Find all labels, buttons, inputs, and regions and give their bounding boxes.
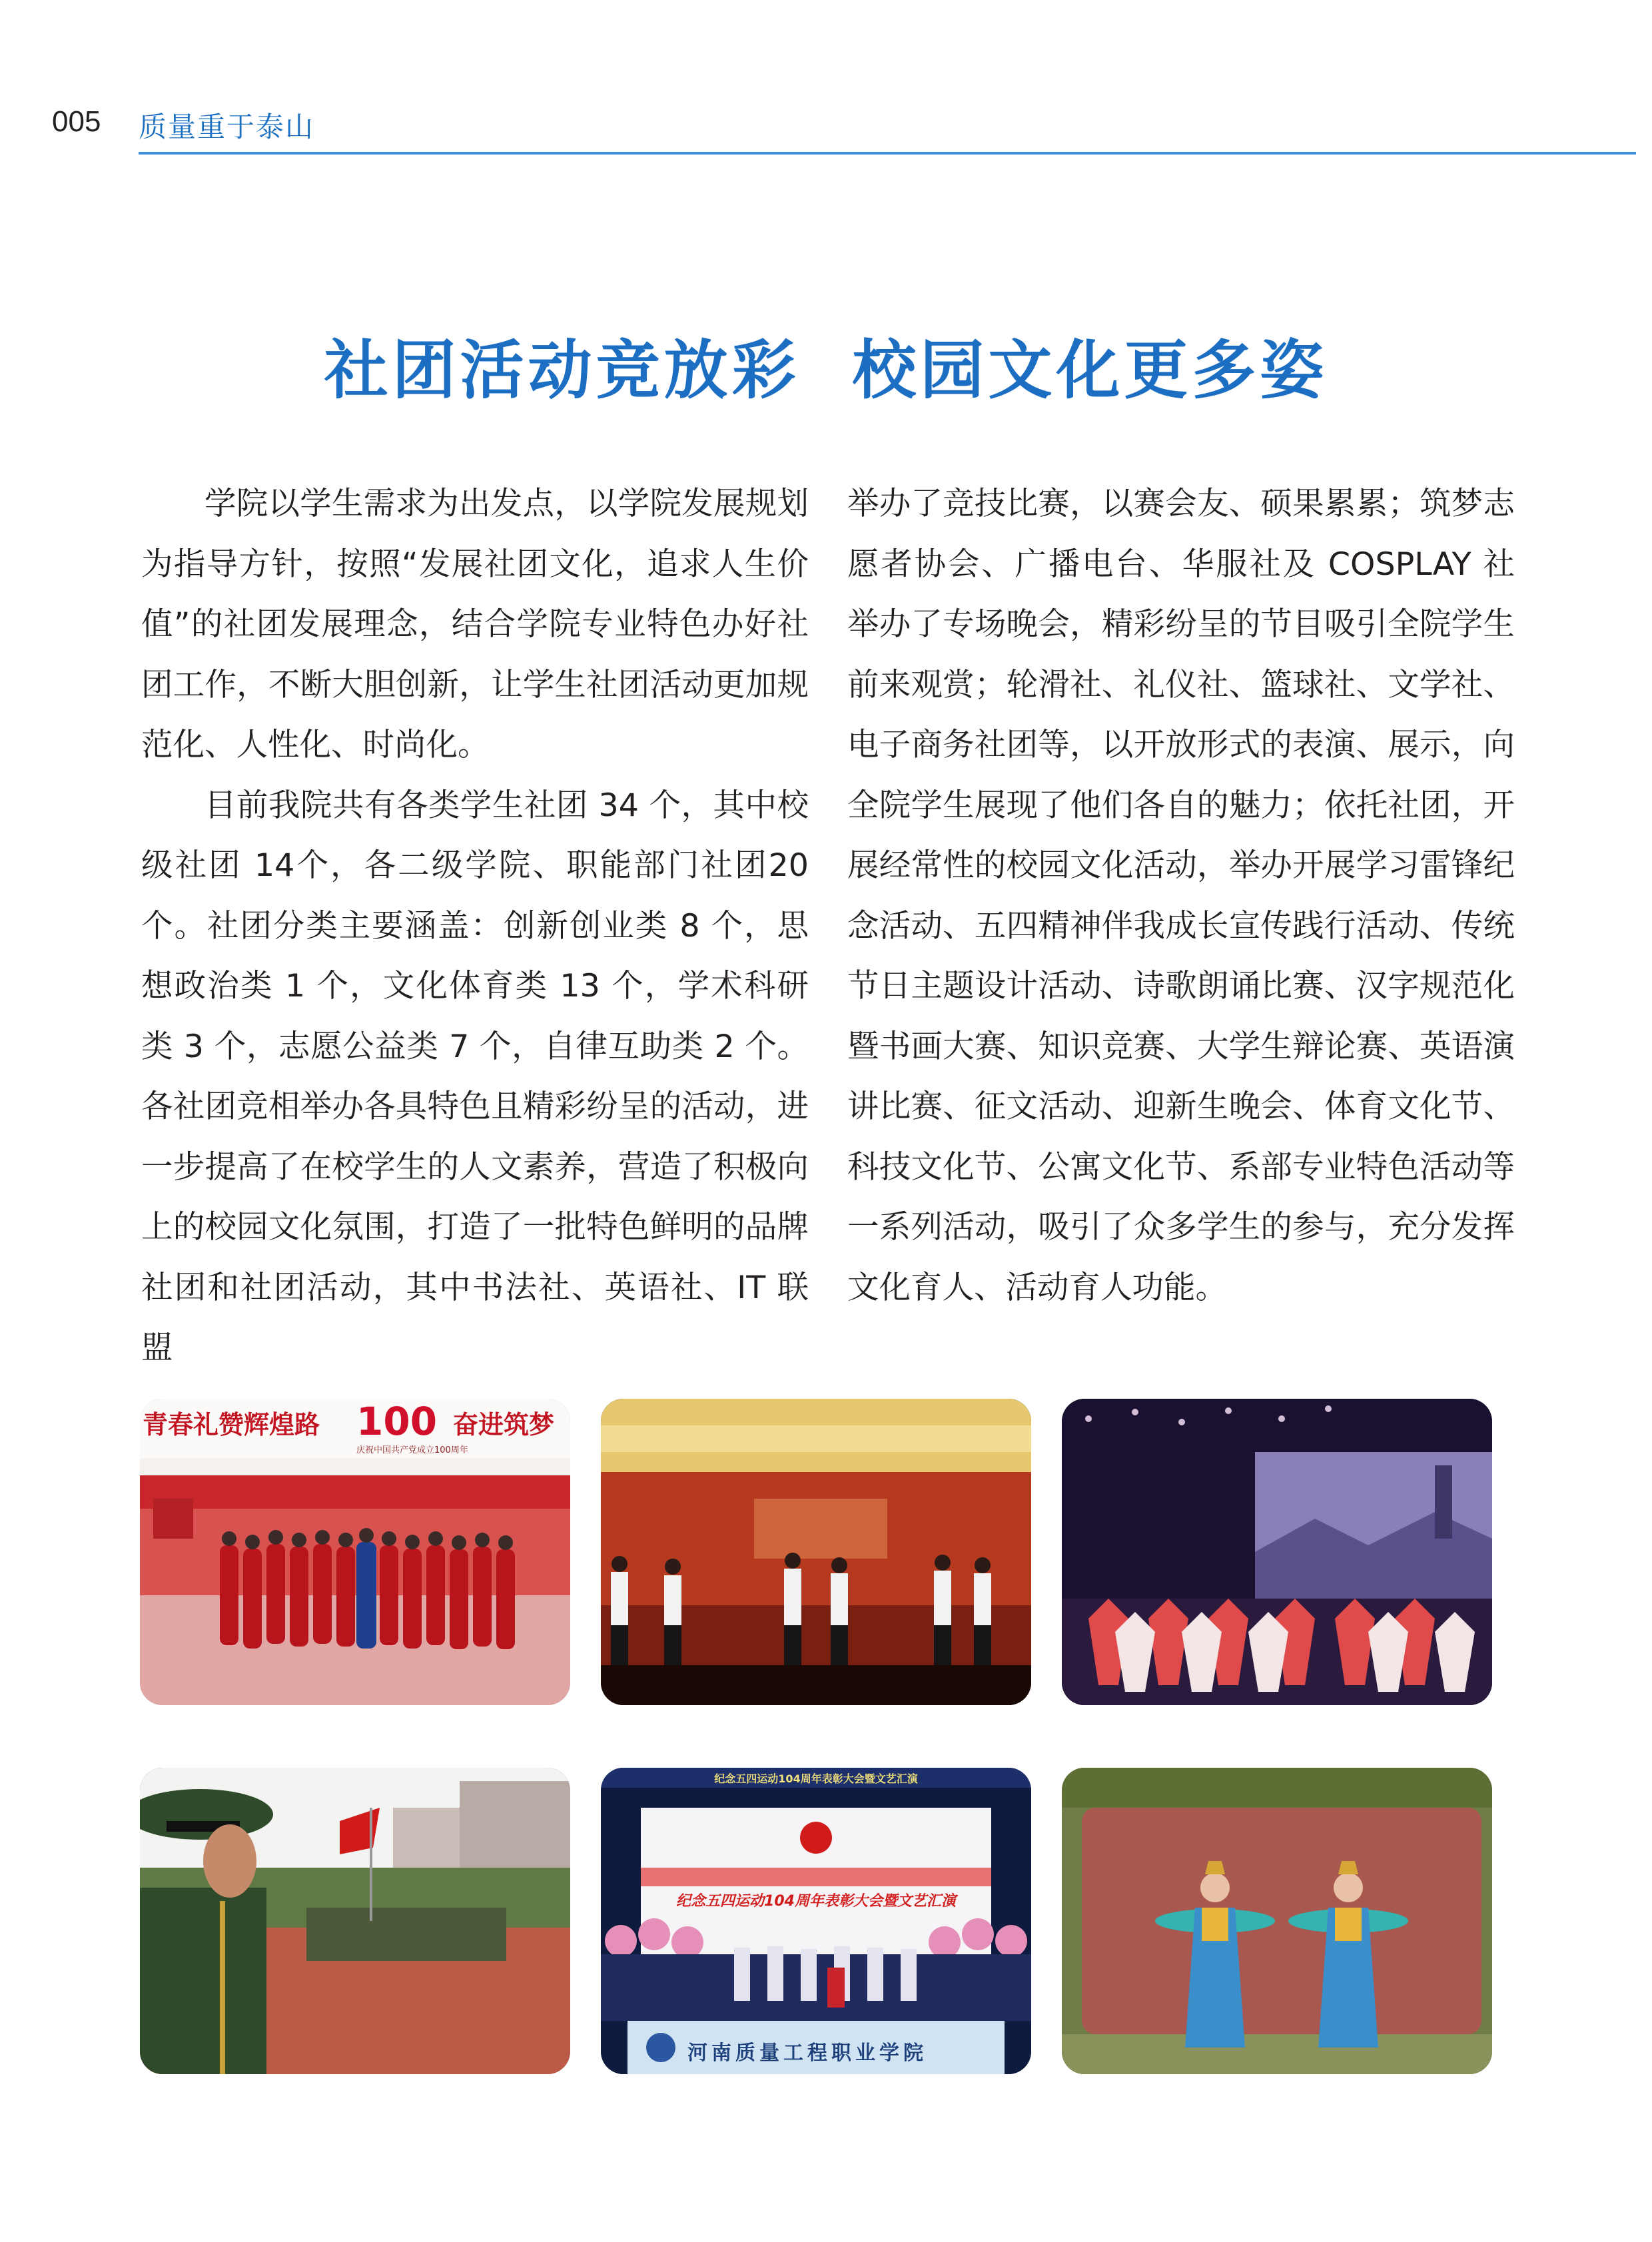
ceremony-stage-sign: 河南质量工程职业学院 — [687, 2042, 927, 2065]
body-right-column — [847, 474, 1515, 1318]
photo-military-parade — [140, 1768, 570, 2074]
choir-banner-subtitle: 庆祝中国共产党成立100周年 — [356, 1445, 468, 1455]
page-number: 005 — [52, 105, 101, 138]
body-left-column — [141, 474, 809, 1379]
photo-classical-dancers — [1062, 1768, 1492, 2074]
ceremony-backdrop-title: 纪念五四运动104周年表彰大会暨文艺汇演 — [676, 1893, 956, 1910]
paragraph-2: 目前我院共有各类学生社团 34 个，其中校级社团 14个，各二级学院、职能部门社团20个。社团分类主要涵盖：创新创业类 8 个，思想政治类 1 个，文化体育类 13 个，学术科研类 3 个，志愿公益类 7 个，自律互助类 2 个。各社团竞相举办各具特色且精彩纷呈的活动，进一步提高了在校学生的人文素养，营造了积极向上的校园文化氛围，打造了一批特色鲜明的品牌社团和社团活动，其中书法社、英语社、IT 联盟 — [141, 787, 809, 1366]
header-rule — [139, 152, 1636, 155]
photo-dance-performance — [1062, 1399, 1492, 1705]
paragraph-1: 学院以学生需求为出发点，以学院发展规划为指导方针，按照“发展社团文化，追求人生价值”的社团发展理念，结合学院专业特色办好社团工作，不断大胆创新，让学生社团活动更加规范化、人性化、时尚化。 — [141, 486, 809, 763]
page-header — [0, 0, 1652, 160]
choir-banner-right: 奋进筑梦 — [453, 1410, 555, 1439]
photo-choir-performance — [140, 1399, 570, 1705]
choir-banner-number: 100 — [356, 1399, 438, 1444]
photo-award-ceremony — [601, 1768, 1031, 2074]
ceremony-top-banner: 纪念五四运动104周年表彰大会暨文艺汇演 — [714, 1772, 918, 1785]
photo-recitation-stage — [601, 1399, 1031, 1705]
article-headline: 社团活动竞放彩 校园文化更多姿 — [324, 333, 1328, 408]
paragraph-2-continued: 举办了竞技比赛，以赛会友、硕果累累；筑梦志愿者协会、广播电台、华服社及 COSPLAY 社举办了专场晚会，精彩纷呈的节目吸引全院学生前来观赏；轮滑社、礼仪社、篮球社、文学社、电子商务社团等，以开放形式的表演、展示，向全院学生展现了他们各自的魅力；依托社团，开展经常性的校园文化活动，举办开展学习雷锋纪念活动、五四精神伴我成长宣传践行活动、传统节日主题设计活动、诗歌朗诵比赛、汉字规范化暨书画大赛、知识竞赛、大学生辩论赛、英语演讲比赛、征文活动、迎新生晚会、体育文化节、科技文化节、公寓文化节、系部专业特色活动等一系列活动，吸引了众多学生的参与，充分发挥文化育人、活动育人功能。 — [847, 486, 1515, 1306]
choir-banner-left: 青春礼赞辉煌路 — [143, 1410, 320, 1439]
running-header-title: 质量重于泰山 — [139, 111, 315, 143]
